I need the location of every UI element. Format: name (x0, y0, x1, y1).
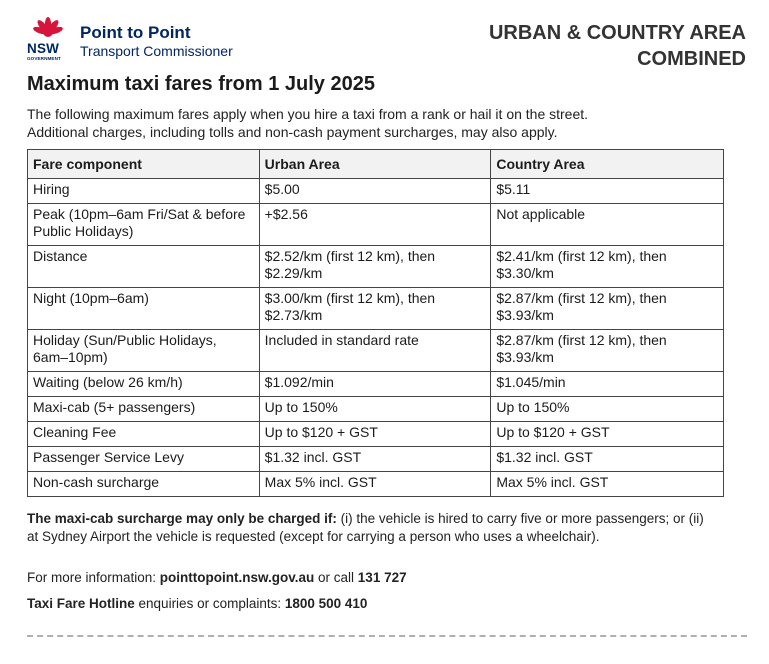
table-row (28, 422, 724, 447)
country-fare-cell: $2.87/km (first 12 km), then $3.93/km (491, 330, 724, 372)
urban-fare-cell: $2.52/km (first 12 km), then $2.29/km (259, 246, 491, 288)
country-fare-cell: Up to $120 + GST (491, 422, 724, 447)
urban-fare-cell: $5.00 (259, 179, 491, 204)
hotline-label: Taxi Fare Hotline (27, 596, 135, 611)
fare-component-cell: Peak (10pm–6am Fri/Sat & before Public Holidays) (28, 204, 260, 246)
info-middle: or call (314, 570, 358, 585)
urban-fare-cell: $1.32 incl. GST (259, 447, 491, 472)
table-header-row (28, 150, 724, 179)
note-text: (i) the vehicle is hired to carry five or more passengers; or (ii) at Sydney Airport the vehicle is requested (except for carrying a person who uses a wheelchair). (27, 511, 704, 544)
country-fare-cell: $2.87/km (first 12 km), then $3.93/km (491, 288, 724, 330)
table-row (28, 447, 724, 472)
fare-component-cell: Cleaning Fee (28, 422, 260, 447)
urban-fare-cell: Max 5% incl. GST (259, 472, 491, 497)
website-link[interactable]: pointtopoint.nsw.gov.au (159, 570, 315, 585)
urban-fare-cell: Included in standard rate (259, 330, 491, 372)
urban-fare-cell: $3.00/km (first 12 km), then $2.73/km (259, 288, 491, 330)
header-fare-component: Fare component (28, 150, 260, 179)
fare-component-cell: Hiring (28, 179, 260, 204)
country-fare-cell: Max 5% incl. GST (491, 472, 724, 497)
fare-component-cell: Night (10pm–6am) (28, 288, 260, 330)
fare-component-cell: Distance (28, 246, 260, 288)
urban-fare-cell: +$2.56 (259, 204, 491, 246)
urban-fare-cell: Up to $120 + GST (259, 422, 491, 447)
waratah-icon (26, 16, 70, 42)
table-row (28, 397, 724, 422)
org-subtitle: Transport Commissioner (80, 43, 233, 59)
country-fare-cell: $5.11 (491, 179, 724, 204)
intro-line-2: Additional charges, including tolls and non-cash payment surcharges, may also apply. (27, 124, 558, 140)
nsw-government-logo (26, 16, 70, 64)
fare-component-cell: Holiday (Sun/Public Holidays, 6am–10pm) (28, 330, 260, 372)
table-row (28, 372, 724, 397)
fare-component-cell: Maxi-cab (5+ passengers) (28, 397, 260, 422)
table-row (28, 179, 724, 204)
table-row (28, 204, 724, 246)
org-name: Point to Point (80, 23, 191, 42)
area-title-line1: URBAN & COUNTRY AREA (488, 22, 746, 44)
table-row (28, 288, 724, 330)
area-title-line2: COMBINED (637, 48, 746, 70)
country-fare-cell: Not applicable (491, 204, 724, 246)
header (26, 16, 746, 70)
fare-component-cell: Passenger Service Levy (28, 447, 260, 472)
table-row (28, 246, 724, 288)
note-lead: The maxi-cab surcharge may only be charged if: (27, 511, 337, 526)
hotline-phone[interactable]: 1800 500 410 (284, 596, 368, 611)
intro-text (27, 105, 727, 141)
fare-table (27, 149, 724, 497)
table-row (28, 472, 724, 497)
cut-line-divider (27, 635, 747, 639)
page-title: Maximum taxi fares from 1 July 2025 (27, 73, 375, 95)
urban-fare-cell: Up to 150% (259, 397, 491, 422)
more-information (27, 569, 407, 587)
country-fare-cell: $1.045/min (491, 372, 724, 397)
area-title (446, 20, 746, 72)
header-urban-area: Urban Area (259, 150, 491, 179)
logo-wordmark: NSW (27, 41, 60, 56)
header-country-area: Country Area (491, 150, 724, 179)
taxi-fare-hotline (27, 595, 367, 613)
urban-fare-cell: $1.092/min (259, 372, 491, 397)
fare-component-cell: Non-cash surcharge (28, 472, 260, 497)
logo-subtext: GOVERNMENT (27, 56, 61, 61)
intro-line-1: The following maximum fares apply when you hire a taxi from a rank or hail it on the street. (27, 106, 589, 122)
phone-number[interactable]: 131 727 (357, 570, 407, 585)
maxi-cab-note (27, 510, 707, 545)
country-fare-cell: $1.32 incl. GST (491, 447, 724, 472)
organisation (80, 23, 233, 60)
info-prefix: For more information: (27, 570, 160, 585)
fare-component-cell: Waiting (below 26 km/h) (28, 372, 260, 397)
country-fare-cell: $2.41/km (first 12 km), then $3.30/km (491, 246, 724, 288)
hotline-middle: enquiries or complaints: (134, 596, 285, 611)
table-row (28, 330, 724, 372)
country-fare-cell: Up to 150% (491, 397, 724, 422)
